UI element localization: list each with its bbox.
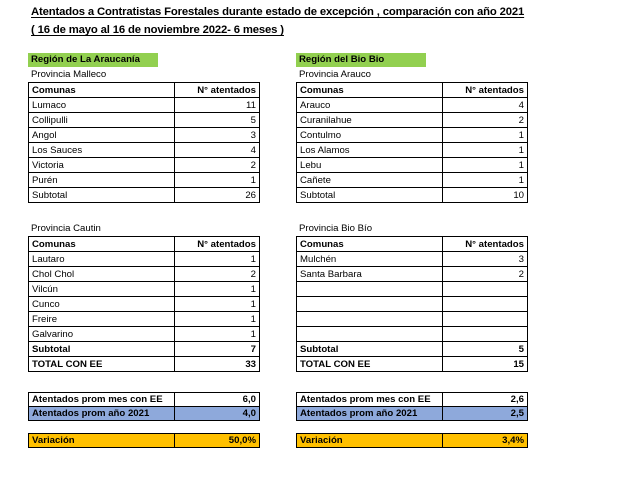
spacer: [296, 203, 528, 221]
comuna-value: 1: [175, 297, 260, 312]
table-row: [29, 297, 260, 312]
table-row: [29, 158, 260, 173]
region-block-biobio: [296, 53, 528, 448]
avg-month-value: 6,0: [175, 393, 260, 407]
page-title: [31, 4, 611, 39]
comuna-value: [443, 282, 528, 297]
summary-averages-araucania: [28, 392, 260, 421]
comuna-name: Lumaco: [29, 98, 175, 113]
table-header-row: [29, 83, 260, 98]
comuna-name: Chol Chol: [29, 267, 175, 282]
table-row: [297, 312, 528, 327]
spacer: [296, 372, 528, 392]
summary-row-avg-month: [297, 393, 528, 407]
subtotal-value: 5: [443, 342, 528, 357]
total-label: TOTAL CON EE: [297, 357, 443, 372]
variation-box-araucania: [28, 433, 260, 448]
comuna-value: [443, 312, 528, 327]
table-row: [297, 282, 528, 297]
avg-month-label: Atentados prom mes con EE: [297, 393, 443, 407]
subtotal-value: 26: [175, 188, 260, 203]
table-row: [29, 98, 260, 113]
summary-row-avg-2021: [297, 407, 528, 421]
comuna-name: [297, 312, 443, 327]
table-biobio: [296, 236, 528, 372]
comuna-name: Cañete: [297, 173, 443, 188]
column-header-atentados: N° atentados: [175, 237, 260, 252]
comuna-name: Freire: [29, 312, 175, 327]
column-header-atentados: N° atentados: [443, 83, 528, 98]
table-row: [297, 158, 528, 173]
comuna-name: Collipulli: [29, 113, 175, 128]
spacer: [28, 421, 260, 433]
variation-row: [297, 434, 528, 448]
comuna-value: 1: [443, 158, 528, 173]
comuna-name: [297, 282, 443, 297]
column-header-comunas: Comunas: [29, 83, 175, 98]
variation-label: Variación: [29, 434, 175, 448]
table-row: [29, 327, 260, 342]
table-row: [297, 327, 528, 342]
comuna-name: Arauco: [297, 98, 443, 113]
table-row: [297, 252, 528, 267]
table-row: [297, 98, 528, 113]
subtotal-label: Subtotal: [297, 342, 443, 357]
summary-row-avg-month: [29, 393, 260, 407]
table-row: [29, 143, 260, 158]
comuna-value: 4: [443, 98, 528, 113]
avg-2021-value: 4,0: [175, 407, 260, 421]
comuna-name: [297, 297, 443, 312]
table-row: [29, 267, 260, 282]
comuna-value: 2: [443, 113, 528, 128]
summary-averages-biobio: [296, 392, 528, 421]
comuna-name: Contulmo: [297, 128, 443, 143]
comuna-name: Purén: [29, 173, 175, 188]
column-header-atentados: N° atentados: [175, 83, 260, 98]
comuna-value: 2: [443, 267, 528, 282]
table-row: [297, 143, 528, 158]
summary-row-avg-2021: [29, 407, 260, 421]
comuna-name: Lautaro: [29, 252, 175, 267]
comuna-name: Victoria: [29, 158, 175, 173]
page-title-line-2: ( 16 de mayo al 16 de noviembre 2022- 6 meses ): [31, 24, 284, 36]
comuna-name: Los Sauces: [29, 143, 175, 158]
comuna-value: 5: [175, 113, 260, 128]
total-value: 33: [175, 357, 260, 372]
comuna-value: 1: [443, 173, 528, 188]
spacer: [28, 203, 260, 221]
subtotal-label: Subtotal: [297, 188, 443, 203]
comuna-name: Angol: [29, 128, 175, 143]
avg-2021-value: 2,5: [443, 407, 528, 421]
variation-box-biobio: [296, 433, 528, 448]
comuna-value: 1: [175, 327, 260, 342]
comuna-name: Cunco: [29, 297, 175, 312]
table-malleco: [28, 82, 260, 203]
table-row: [29, 252, 260, 267]
variation-value: 50,0%: [175, 434, 260, 448]
table-header-row: [29, 237, 260, 252]
spacer: [296, 421, 528, 433]
comuna-value: 1: [175, 282, 260, 297]
page-title-line-1: Atentados a Contratistas Forestales durante estado de excepción , comparación con año 2021: [31, 6, 525, 18]
comuna-name: Mulchén: [297, 252, 443, 267]
variation-value: 3,4%: [443, 434, 528, 448]
province-caption-malleco: Provincia Malleco: [31, 69, 107, 80]
subtotal-value: 10: [443, 188, 528, 203]
table-row: [29, 282, 260, 297]
avg-month-value: 2,6: [443, 393, 528, 407]
comuna-value: 2: [175, 267, 260, 282]
comuna-value: 3: [443, 252, 528, 267]
table-row: [29, 312, 260, 327]
region-block-araucania: [28, 53, 260, 448]
comuna-value: [443, 297, 528, 312]
region-banner-araucania: Región de La Araucanía: [28, 53, 158, 67]
comuna-value: 4: [175, 143, 260, 158]
subtotal-label: Subtotal: [29, 342, 175, 357]
table-header-row: [297, 237, 528, 252]
variation-row: [29, 434, 260, 448]
comuna-value: 1: [175, 252, 260, 267]
comuna-value: 11: [175, 98, 260, 113]
table-row: [297, 173, 528, 188]
total-value: 15: [443, 357, 528, 372]
spacer: [28, 372, 260, 392]
table-row: [29, 173, 260, 188]
variation-label: Variación: [297, 434, 443, 448]
comuna-value: 2: [175, 158, 260, 173]
table-row: [297, 267, 528, 282]
comuna-name: Lebu: [297, 158, 443, 173]
comuna-value: 1: [443, 143, 528, 158]
comuna-name: Galvarino: [29, 327, 175, 342]
comuna-value: 1: [175, 312, 260, 327]
comuna-value: [443, 327, 528, 342]
comuna-name: Los Alamos: [297, 143, 443, 158]
comuna-value: 1: [175, 173, 260, 188]
total-row: [297, 357, 528, 372]
column-header-comunas: Comunas: [29, 237, 175, 252]
column-header-comunas: Comunas: [297, 237, 443, 252]
table-row: [297, 128, 528, 143]
subtotal-row: [297, 188, 528, 203]
total-label: TOTAL CON EE: [29, 357, 175, 372]
region-banner-biobio: Región del Bio Bio: [296, 53, 426, 67]
column-header-atentados: N° atentados: [443, 237, 528, 252]
table-row: [29, 113, 260, 128]
avg-2021-label: Atentados prom año 2021: [29, 407, 175, 421]
subtotal-row: [29, 342, 260, 357]
table-row: [29, 128, 260, 143]
comuna-name: [297, 327, 443, 342]
table-cautin: [28, 236, 260, 372]
table-arauco: [296, 82, 528, 203]
subtotal-value: 7: [175, 342, 260, 357]
subtotal-row: [29, 188, 260, 203]
subtotal-label: Subtotal: [29, 188, 175, 203]
table-row: [297, 297, 528, 312]
comuna-name: Curanilahue: [297, 113, 443, 128]
avg-month-label: Atentados prom mes con EE: [29, 393, 175, 407]
subtotal-row: [297, 342, 528, 357]
avg-2021-label: Atentados prom año 2021: [297, 407, 443, 421]
table-row: [297, 113, 528, 128]
table-header-row: [297, 83, 528, 98]
column-header-comunas: Comunas: [297, 83, 443, 98]
comuna-value: 1: [443, 128, 528, 143]
comuna-value: 3: [175, 128, 260, 143]
comuna-name: Vilcún: [29, 282, 175, 297]
province-caption-biobio: Provincia Bio Bío: [299, 223, 373, 234]
comuna-name: Santa Barbara: [297, 267, 443, 282]
province-caption-arauco: Provincia Arauco: [299, 69, 371, 80]
total-row: [29, 357, 260, 372]
province-caption-cautin: Provincia Cautin: [31, 223, 101, 234]
